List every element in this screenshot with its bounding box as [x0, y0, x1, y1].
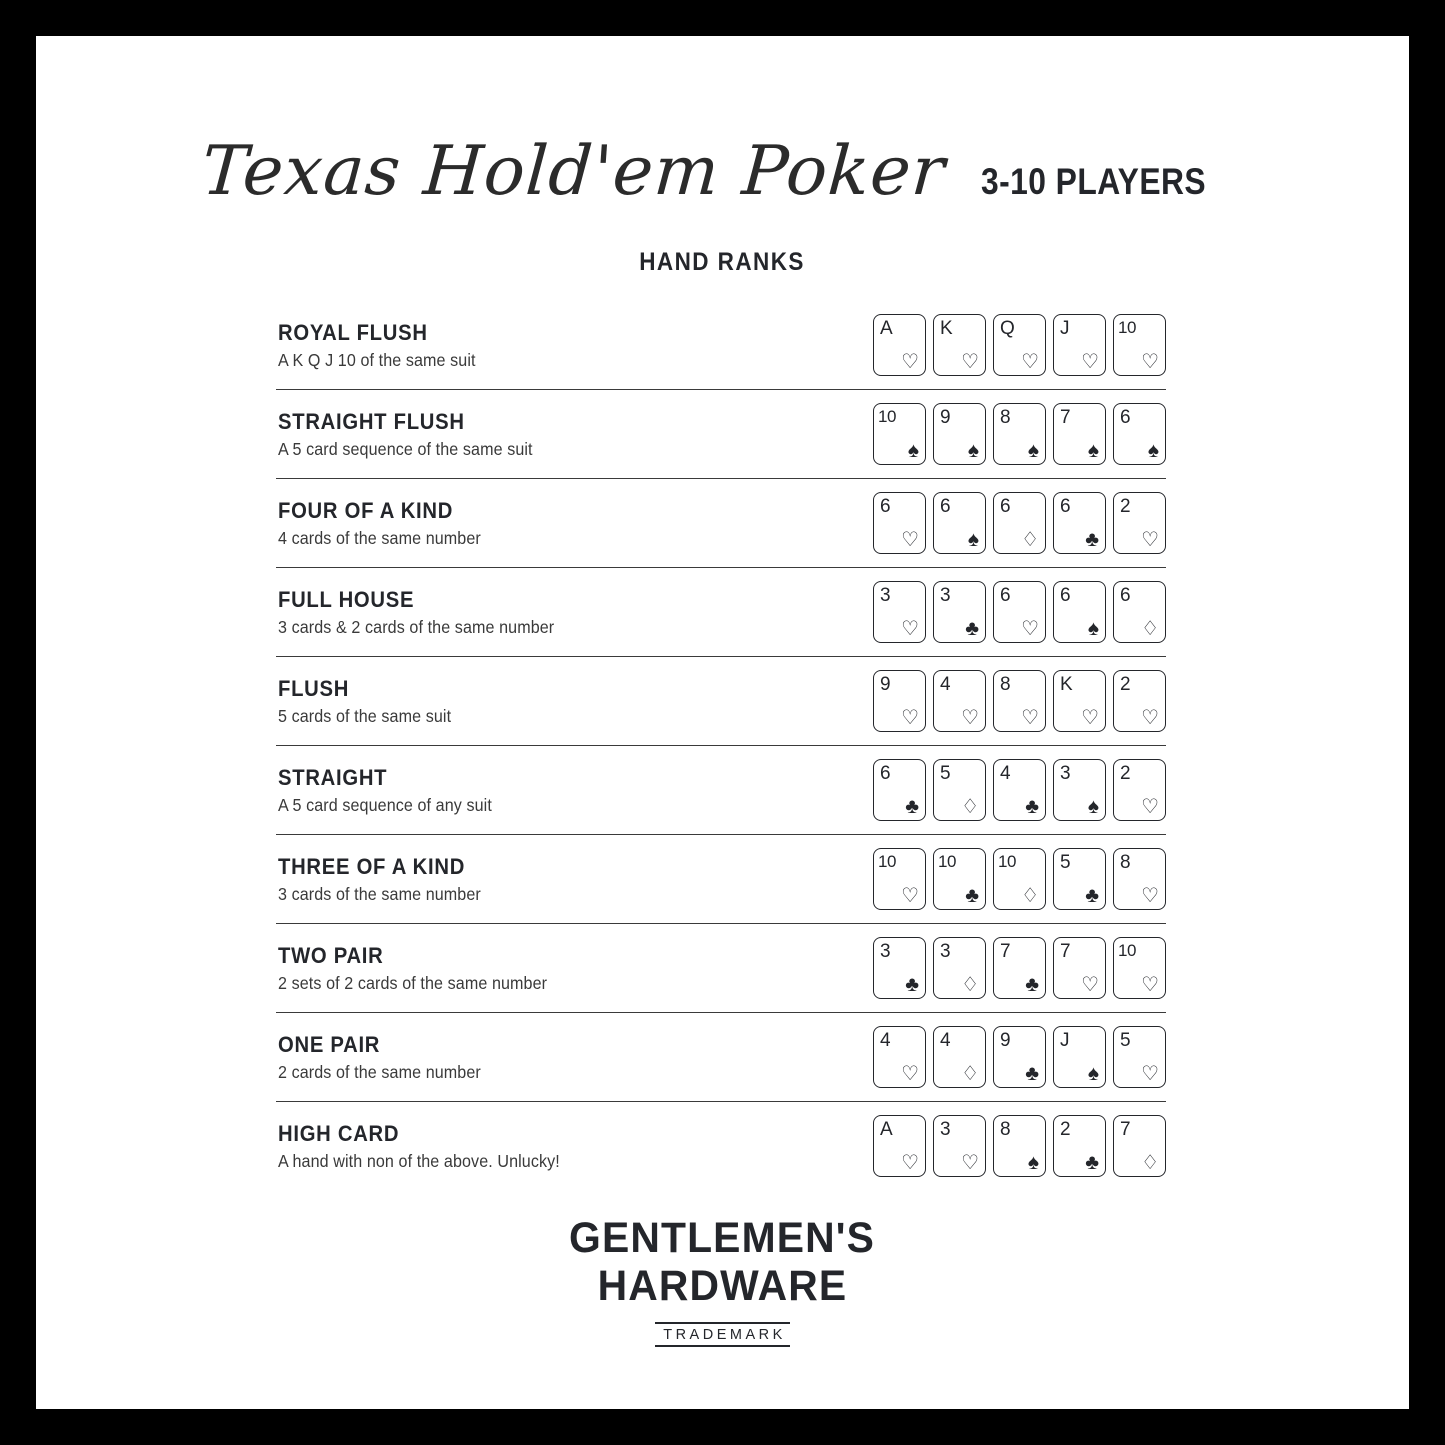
heart-outline-icon: ♡ — [961, 1152, 979, 1174]
hand-ranks-table — [276, 301, 1166, 1190]
card-hand — [873, 314, 1166, 376]
card-rank: 9 — [940, 407, 951, 428]
hand-rank-name-text: STRAIGHT — [278, 764, 388, 790]
card-rank: 8 — [1000, 1119, 1011, 1140]
hand-rank-description — [278, 351, 798, 369]
card-rank: 10 — [998, 852, 1016, 871]
card-rank: A — [880, 1119, 893, 1140]
hand-rank-description — [278, 707, 798, 725]
spade-filled-icon: ♠ — [1087, 795, 1099, 818]
hand-rank-description-text: A 5 card sequence of any suit — [278, 795, 492, 816]
heart-outline-icon: ♡ — [1021, 351, 1039, 373]
heart-outline-icon: ♡ — [1141, 529, 1159, 551]
diamond-outline-icon: ♢ — [1141, 618, 1159, 640]
club-filled-icon: ♣ — [1085, 528, 1099, 551]
spade-filled-icon: ♠ — [1027, 1151, 1039, 1174]
hand-rank-name-text: HIGH CARD — [278, 1120, 400, 1146]
hand-rank-description-text: 2 sets of 2 cards of the same number — [278, 973, 548, 994]
playing-card — [933, 759, 986, 821]
playing-card — [873, 581, 926, 643]
heart-outline-icon: ♡ — [1021, 618, 1039, 640]
hand-rank-description — [278, 1152, 798, 1170]
heart-outline-icon: ♡ — [901, 707, 919, 729]
spade-filled-icon: ♠ — [1087, 439, 1099, 462]
hand-rank-name — [278, 766, 798, 790]
playing-card — [1053, 403, 1106, 465]
hand-rank-description-text: A hand with non of the above. Unlucky! — [278, 1151, 560, 1172]
playing-card — [1053, 759, 1106, 821]
spade-filled-icon: ♠ — [1147, 439, 1159, 462]
playing-card — [873, 1026, 926, 1088]
hand-rank-name — [278, 321, 798, 345]
hand-rank-description-text: A K Q J 10 of the same suit — [278, 350, 476, 371]
hand-rank-name-text: ONE PAIR — [278, 1031, 381, 1057]
section-title-text: HAND RANKS — [639, 248, 806, 276]
card-rank: 6 — [880, 496, 891, 517]
hand-rank-row — [276, 301, 1166, 390]
playing-card — [1053, 848, 1106, 910]
card-hand — [873, 670, 1166, 732]
playing-card — [993, 848, 1046, 910]
diamond-outline-icon: ♢ — [961, 974, 979, 996]
card-rank: 6 — [1120, 585, 1131, 606]
club-filled-icon: ♣ — [1025, 795, 1039, 818]
card-rank: 3 — [880, 585, 891, 606]
hand-rank-text — [276, 321, 798, 370]
card-rank: 4 — [1000, 763, 1011, 784]
club-filled-icon: ♣ — [965, 617, 979, 640]
card-rank: 5 — [1120, 1030, 1131, 1051]
diamond-outline-icon: ♢ — [1021, 885, 1039, 907]
hand-rank-name — [278, 410, 798, 434]
hand-rank-name-text: FOUR OF A KIND — [278, 497, 454, 523]
card-rank: 4 — [880, 1030, 891, 1051]
playing-card — [873, 403, 926, 465]
playing-card — [1113, 1115, 1166, 1177]
hand-rank-description-text: 3 cards & 2 cards of the same number — [278, 617, 555, 638]
page-title: Texas Hold'em Poker — [199, 132, 948, 211]
hand-rank-text — [276, 588, 798, 637]
diamond-outline-icon: ♢ — [961, 1063, 979, 1085]
hand-rank-row — [276, 479, 1166, 568]
hand-rank-description — [278, 885, 798, 903]
playing-card — [933, 314, 986, 376]
heart-outline-icon: ♡ — [961, 351, 979, 373]
club-filled-icon: ♣ — [1025, 1062, 1039, 1085]
diamond-outline-icon: ♢ — [1141, 1152, 1159, 1174]
hand-rank-row — [276, 1102, 1166, 1190]
card-rank: 10 — [878, 407, 896, 426]
club-filled-icon: ♣ — [1085, 884, 1099, 907]
playing-card — [1053, 1115, 1106, 1177]
card-rank: K — [940, 318, 953, 339]
hand-rank-description — [278, 1063, 798, 1081]
card-rank: 7 — [1000, 941, 1011, 962]
hand-rank-name — [278, 1122, 798, 1146]
hand-rank-row — [276, 746, 1166, 835]
heart-outline-icon: ♡ — [961, 707, 979, 729]
hand-rank-row — [276, 835, 1166, 924]
hand-rank-name-text: FLUSH — [278, 675, 350, 701]
brand-line-2 — [36, 1262, 1409, 1310]
playing-card — [1113, 937, 1166, 999]
card-rank: 6 — [1000, 496, 1011, 517]
playing-card — [1113, 848, 1166, 910]
playing-card — [873, 759, 926, 821]
card-rank: 5 — [1060, 852, 1071, 873]
brand-line-1 — [36, 1214, 1409, 1262]
playing-card — [873, 1115, 926, 1177]
playing-card — [933, 403, 986, 465]
card-rank: 8 — [1000, 407, 1011, 428]
club-filled-icon: ♣ — [905, 973, 919, 996]
hand-rank-name — [278, 588, 798, 612]
card-rank: 8 — [1000, 674, 1011, 695]
hand-rank-name — [278, 499, 798, 523]
card-rank: 2 — [1060, 1119, 1071, 1140]
card-rank: K — [1060, 674, 1073, 695]
card-rank: 6 — [880, 763, 891, 784]
hand-rank-description-text: A 5 card sequence of the same suit — [278, 439, 533, 460]
hand-rank-text — [276, 410, 798, 459]
playing-card — [873, 492, 926, 554]
playing-card — [993, 403, 1046, 465]
playing-card — [873, 670, 926, 732]
heart-outline-icon: ♡ — [901, 618, 919, 640]
card-rank: 3 — [940, 1119, 951, 1140]
playing-card — [1113, 670, 1166, 732]
card-rank: 6 — [940, 496, 951, 517]
hand-rank-description-text: 2 cards of the same number — [278, 1062, 481, 1083]
playing-card — [1053, 670, 1106, 732]
playing-card — [933, 1115, 986, 1177]
card-rank: 6 — [1060, 496, 1071, 517]
card-rank: 6 — [1060, 585, 1071, 606]
spade-filled-icon: ♠ — [907, 439, 919, 462]
hand-rank-description — [278, 796, 798, 814]
playing-card — [873, 314, 926, 376]
playing-card — [993, 314, 1046, 376]
club-filled-icon: ♣ — [1085, 1151, 1099, 1174]
card-rank: 6 — [1120, 407, 1131, 428]
playing-card — [1053, 581, 1106, 643]
playing-card — [1113, 314, 1166, 376]
card-rank: A — [880, 318, 893, 339]
playing-card — [1113, 403, 1166, 465]
card-rank: 2 — [1120, 496, 1131, 517]
heart-outline-icon: ♡ — [901, 885, 919, 907]
heart-outline-icon: ♡ — [901, 351, 919, 373]
hand-rank-row — [276, 1013, 1166, 1102]
spade-filled-icon: ♠ — [1087, 1062, 1099, 1085]
hand-rank-name-text: TWO PAIR — [278, 942, 384, 968]
hand-rank-name-text: THREE OF A KIND — [278, 853, 466, 879]
hand-rank-description-text: 3 cards of the same number — [278, 884, 481, 905]
header — [36, 132, 1409, 211]
card-rank: J — [1060, 1030, 1069, 1051]
player-count: 3-10 PLAYERS — [981, 161, 1207, 202]
card-rank: 10 — [1118, 318, 1136, 337]
card-rank: 2 — [1120, 763, 1131, 784]
playing-card — [933, 937, 986, 999]
hand-rank-name — [278, 944, 798, 968]
card-hand — [873, 1115, 1166, 1177]
card-rank: 10 — [1118, 941, 1136, 960]
hand-rank-description — [278, 529, 798, 547]
card-rank: 7 — [1120, 1119, 1131, 1140]
card-hand — [873, 937, 1166, 999]
trademark-label: TRADEMARK — [655, 1322, 790, 1347]
card-rank: 6 — [1000, 585, 1011, 606]
footer-brand — [36, 1214, 1409, 1347]
card-rank: Q — [1000, 318, 1015, 339]
hand-rank-description-text: 5 cards of the same suit — [278, 706, 452, 727]
playing-card — [933, 581, 986, 643]
playing-card — [933, 1026, 986, 1088]
heart-outline-icon: ♡ — [1141, 1063, 1159, 1085]
hand-rank-text — [276, 677, 798, 726]
playing-card — [873, 848, 926, 910]
brand-line-2-text: HARDWARE — [597, 1261, 848, 1310]
card-rank: 8 — [1120, 852, 1131, 873]
playing-card — [993, 670, 1046, 732]
hand-rank-name-text: STRAIGHT FLUSH — [278, 408, 465, 434]
spade-filled-icon: ♠ — [1087, 617, 1099, 640]
hand-rank-name — [278, 855, 798, 879]
playing-card — [1053, 937, 1106, 999]
spade-filled-icon: ♠ — [967, 528, 979, 551]
card-rank: 9 — [880, 674, 891, 695]
hand-rank-description-text: 4 cards of the same number — [278, 528, 481, 549]
spade-filled-icon: ♠ — [1027, 439, 1039, 462]
hand-rank-text — [276, 1033, 798, 1082]
hand-rank-row — [276, 390, 1166, 479]
hand-rank-text — [276, 499, 798, 548]
playing-card — [873, 937, 926, 999]
diamond-outline-icon: ♢ — [961, 796, 979, 818]
heart-outline-icon: ♡ — [1141, 707, 1159, 729]
heart-outline-icon: ♡ — [901, 1152, 919, 1174]
card-hand — [873, 1026, 1166, 1088]
playing-card — [1113, 581, 1166, 643]
playing-card — [1113, 759, 1166, 821]
card-hand — [873, 759, 1166, 821]
playing-card — [1113, 492, 1166, 554]
heart-outline-icon: ♡ — [1081, 707, 1099, 729]
card-rank: 3 — [880, 941, 891, 962]
card-rank: 7 — [1060, 941, 1071, 962]
heart-outline-icon: ♡ — [1141, 974, 1159, 996]
playing-card — [1053, 314, 1106, 376]
card-rank: 5 — [940, 763, 951, 784]
club-filled-icon: ♣ — [965, 884, 979, 907]
card-rank: 2 — [1120, 674, 1131, 695]
diamond-outline-icon: ♢ — [1021, 529, 1039, 551]
playing-card — [993, 937, 1046, 999]
card-rank: 3 — [1060, 763, 1071, 784]
hand-rank-description — [278, 618, 798, 636]
heart-outline-icon: ♡ — [1081, 351, 1099, 373]
spade-filled-icon: ♠ — [967, 439, 979, 462]
hand-rank-name-text: FULL HOUSE — [278, 586, 415, 612]
card-hand — [873, 403, 1166, 465]
section-title — [36, 248, 1409, 277]
hand-rank-description — [278, 974, 798, 992]
card-hand — [873, 581, 1166, 643]
hand-rank-text — [276, 766, 798, 815]
hand-rank-name — [278, 1033, 798, 1057]
heart-outline-icon: ♡ — [901, 1063, 919, 1085]
hand-rank-row — [276, 657, 1166, 746]
card-rank: 3 — [940, 941, 951, 962]
hand-rank-text — [276, 944, 798, 993]
heart-outline-icon: ♡ — [1141, 796, 1159, 818]
hand-rank-row — [276, 924, 1166, 1013]
card-rank: 4 — [940, 1030, 951, 1051]
title-row — [36, 132, 1409, 211]
club-filled-icon: ♣ — [905, 795, 919, 818]
playing-card — [993, 1115, 1046, 1177]
heart-outline-icon: ♡ — [1021, 707, 1039, 729]
hand-rank-text — [276, 1122, 798, 1171]
hand-rank-name — [278, 677, 798, 701]
playing-card — [1053, 492, 1106, 554]
heart-outline-icon: ♡ — [1081, 974, 1099, 996]
hand-rank-text — [276, 855, 798, 904]
card-rank: 10 — [938, 852, 956, 871]
card-hand — [873, 848, 1166, 910]
card-rank: 9 — [1000, 1030, 1011, 1051]
playing-card — [993, 1026, 1046, 1088]
club-filled-icon: ♣ — [1025, 973, 1039, 996]
card-rank: 3 — [940, 585, 951, 606]
playing-card — [933, 670, 986, 732]
playing-card — [993, 492, 1046, 554]
hand-rank-row — [276, 568, 1166, 657]
playing-card — [993, 581, 1046, 643]
hand-rank-name-text: ROYAL FLUSH — [278, 319, 428, 345]
card-rank: J — [1060, 318, 1069, 339]
card-rank: 4 — [940, 674, 951, 695]
card-rank: 7 — [1060, 407, 1071, 428]
instruction-card — [36, 36, 1409, 1409]
playing-card — [993, 759, 1046, 821]
card-hand — [873, 492, 1166, 554]
heart-outline-icon: ♡ — [901, 529, 919, 551]
heart-outline-icon: ♡ — [1141, 351, 1159, 373]
playing-card — [1053, 1026, 1106, 1088]
brand-line-1-text: GENTLEMEN'S — [569, 1213, 876, 1262]
playing-card — [933, 848, 986, 910]
card-rank: 10 — [878, 852, 896, 871]
playing-card — [933, 492, 986, 554]
heart-outline-icon: ♡ — [1141, 885, 1159, 907]
playing-card — [1113, 1026, 1166, 1088]
hand-rank-description — [278, 440, 798, 458]
